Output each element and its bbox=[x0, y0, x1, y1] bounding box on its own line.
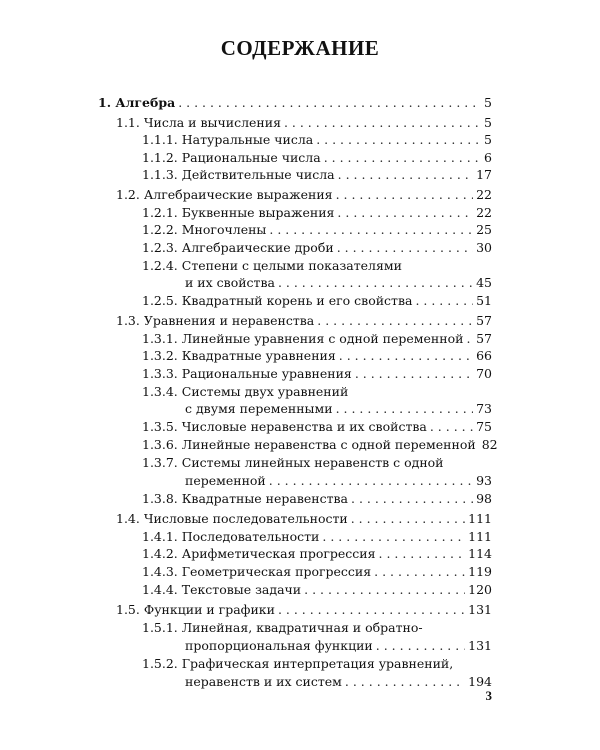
toc-entry bbox=[142, 437, 498, 455]
toc-entry-page: 30 bbox=[476, 240, 492, 255]
toc-entry bbox=[185, 638, 492, 656]
toc-entry-page: 5 bbox=[484, 95, 492, 110]
toc-entry-text: 1.3.5. Числовые неравенства и их свойства bbox=[142, 419, 427, 434]
toc-entry-text: 1.4.1. Последовательности bbox=[142, 529, 320, 544]
toc-entry-page: 57 bbox=[476, 313, 492, 328]
dot-leader bbox=[376, 638, 465, 653]
dot-leader bbox=[269, 473, 473, 488]
toc-entry-page: 22 bbox=[476, 187, 492, 202]
dot-leader bbox=[466, 331, 473, 346]
toc-entry bbox=[142, 582, 492, 600]
toc-entry-page: 120 bbox=[468, 582, 492, 597]
toc-entry bbox=[142, 546, 492, 564]
toc-entry-text: 1.3.6. Линейные неравенства с одной переменной bbox=[142, 437, 476, 452]
toc-entry-text: 1.2.4. Степени с целыми показателями bbox=[142, 258, 402, 273]
dot-leader bbox=[351, 511, 465, 526]
toc-entry bbox=[142, 366, 492, 384]
dot-leader bbox=[278, 602, 465, 617]
toc-entry bbox=[116, 511, 492, 529]
toc-entry-text: 1.4.2. Арифметическая прогрессия bbox=[142, 546, 376, 561]
toc-entry-page: 51 bbox=[476, 293, 492, 308]
toc-entry bbox=[142, 564, 492, 582]
dot-leader bbox=[336, 401, 474, 416]
toc-entry-text: 1.3.8. Квадратные неравенства bbox=[142, 491, 348, 506]
toc-entry-text: 1.3.3. Рациональные уравнения bbox=[142, 366, 352, 381]
toc-entry-page: 57 bbox=[476, 331, 492, 346]
toc-entry bbox=[142, 222, 492, 240]
toc-entry-page: 73 bbox=[476, 401, 492, 416]
toc-entry-text: 1.3.4. Системы двух уравнений bbox=[142, 384, 349, 399]
toc-entry bbox=[142, 384, 492, 402]
toc-entry bbox=[98, 95, 492, 113]
toc-entry-page: 75 bbox=[476, 419, 492, 434]
toc-entry bbox=[142, 348, 492, 366]
toc-entry bbox=[142, 419, 492, 437]
toc-entry bbox=[142, 620, 492, 638]
dot-leader bbox=[345, 674, 465, 689]
toc-entry-page: 131 bbox=[468, 638, 492, 653]
toc-entry-page: 25 bbox=[476, 222, 492, 237]
toc-entry bbox=[142, 455, 492, 473]
toc-entry-page: 82 bbox=[481, 437, 498, 452]
toc-entry-text: 1.5. Функции и графики bbox=[116, 602, 275, 617]
toc-entry bbox=[142, 293, 492, 311]
dot-leader bbox=[317, 313, 473, 328]
toc-entry-text: 1.4. Числовые последовательности bbox=[116, 511, 348, 526]
dot-leader bbox=[336, 187, 474, 202]
dot-leader bbox=[415, 293, 473, 308]
dot-leader bbox=[324, 150, 481, 165]
toc-entry-page: 93 bbox=[476, 473, 492, 488]
toc-entry-text: 1.1.2. Рациональные числа bbox=[142, 150, 321, 165]
toc-entry-page: 5 bbox=[484, 132, 492, 147]
dot-leader bbox=[304, 582, 465, 597]
dot-leader bbox=[284, 115, 481, 130]
dot-leader bbox=[374, 564, 465, 579]
toc-entry-page: 111 bbox=[468, 529, 492, 544]
toc-entry-page: 194 bbox=[468, 674, 492, 689]
toc-entry-page: 66 bbox=[476, 348, 492, 363]
toc-entry-text: 1.1.1. Натуральные числа bbox=[142, 132, 314, 147]
toc-entry-text: 1.5.2. Графическая интерпретация уравнений, bbox=[142, 656, 454, 671]
toc-entry-text: 1.2.3. Алгебраические дроби bbox=[142, 240, 334, 255]
toc-entry-text: 1.5.1. Линейная, квадратичная и обратно- bbox=[142, 620, 423, 635]
dot-leader bbox=[178, 95, 481, 110]
dot-leader bbox=[351, 491, 473, 506]
toc-entry-text: 1.4.3. Геометрическая прогрессия bbox=[142, 564, 372, 579]
toc-entry-page: 22 bbox=[476, 205, 492, 220]
toc-entry-text: 1.3.7. Системы линейных неравенств с одной bbox=[142, 455, 444, 470]
toc-entry bbox=[142, 331, 492, 349]
toc-entry-text: 1.3.2. Квадратные уравнения bbox=[142, 348, 336, 363]
toc-entry-text: 1.1.3. Действительные числа bbox=[142, 167, 335, 182]
dot-leader bbox=[338, 167, 473, 182]
page-number: 3 bbox=[485, 688, 492, 703]
toc-entry bbox=[116, 187, 492, 205]
toc-entry-page: 17 bbox=[476, 167, 492, 182]
dot-leader bbox=[316, 132, 481, 147]
toc-entry-page: 111 bbox=[468, 511, 492, 526]
dot-leader bbox=[278, 275, 473, 290]
dot-leader bbox=[322, 529, 465, 544]
toc-entry-text: 1.1. Числа и вычисления bbox=[116, 115, 281, 130]
toc-entry-text: 1.4.4. Текстовые задачи bbox=[142, 582, 302, 597]
toc-entry bbox=[185, 401, 492, 419]
toc-entry-text: 1.2.2. Многочлены bbox=[142, 222, 267, 237]
toc-entry bbox=[142, 258, 492, 276]
toc-entry-text: неравенств и их систем bbox=[185, 674, 342, 689]
dot-leader bbox=[355, 366, 473, 381]
toc-entry bbox=[185, 275, 492, 293]
toc-entry-text: переменной bbox=[185, 473, 266, 488]
toc-entry bbox=[142, 150, 492, 168]
toc-entry-text: 1.3.1. Линейные уравнения с одной переменной bbox=[142, 331, 464, 346]
toc-entry-text: 1.2. Алгебраические выражения bbox=[116, 187, 333, 202]
toc-entry bbox=[142, 529, 492, 547]
toc-entry-text: с двумя переменными bbox=[185, 401, 333, 416]
toc-entry-page: 114 bbox=[468, 546, 492, 561]
toc-entry bbox=[116, 313, 492, 331]
toc-entry bbox=[142, 656, 492, 674]
toc-entry-text: пропорциональная функции bbox=[185, 638, 373, 653]
toc-entry-text: 1. Алгебра bbox=[98, 95, 176, 110]
toc-entry-text: 1.2.1. Буквенные выражения bbox=[142, 205, 335, 220]
toc-entry-text: и их свойства bbox=[185, 275, 275, 290]
toc-entry bbox=[142, 240, 492, 258]
toc-entry bbox=[185, 674, 492, 692]
dot-leader bbox=[337, 205, 473, 220]
toc-entry bbox=[142, 205, 492, 223]
dot-leader bbox=[269, 222, 473, 237]
toc-entry-page: 131 bbox=[468, 602, 492, 617]
toc-entry bbox=[142, 132, 492, 150]
dot-leader bbox=[339, 348, 473, 363]
toc-entry-page: 98 bbox=[476, 491, 492, 506]
toc-entry-page: 6 bbox=[484, 150, 492, 165]
toc-entry-page: 5 bbox=[484, 115, 492, 130]
dot-leader bbox=[379, 546, 466, 561]
page-title: СОДЕРЖАНИЕ bbox=[220, 36, 380, 60]
dot-leader bbox=[337, 240, 473, 255]
toc-entry bbox=[116, 602, 492, 620]
toc-entry bbox=[185, 473, 492, 491]
toc-entry-page: 45 bbox=[476, 275, 492, 290]
dot-leader bbox=[430, 419, 473, 434]
toc-entry-text: 1.2.5. Квадратный корень и его свойства bbox=[142, 293, 413, 308]
toc-entry bbox=[142, 167, 492, 185]
toc-entry-text: 1.3. Уравнения и неравенства bbox=[116, 313, 315, 328]
toc-entry-page: 70 bbox=[476, 366, 492, 381]
toc-entry bbox=[142, 491, 492, 509]
toc-entry-page: 119 bbox=[468, 564, 492, 579]
toc-entry bbox=[116, 115, 492, 133]
